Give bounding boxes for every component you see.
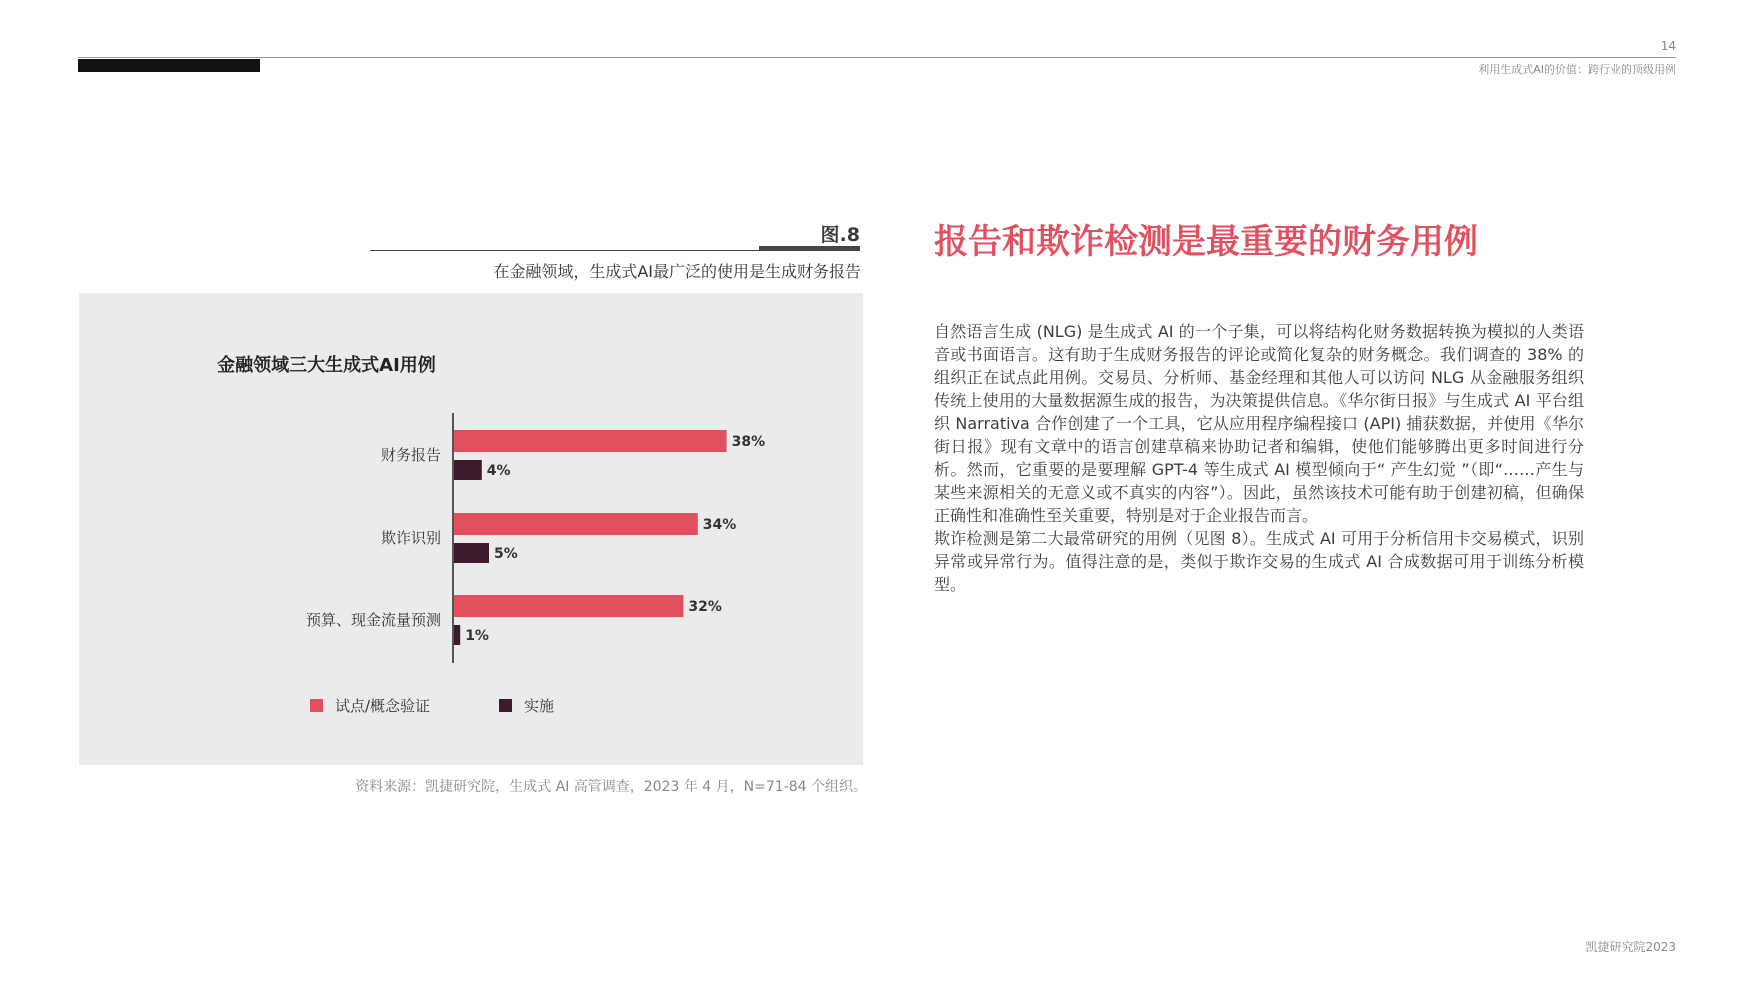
bar-implemented <box>453 625 460 645</box>
bar-implemented <box>453 543 489 563</box>
chart-panel <box>79 293 863 765</box>
page-number: 14 <box>1660 39 1676 53</box>
article-body <box>934 320 1584 596</box>
data-label: 4% <box>486 463 511 479</box>
header-rule <box>78 57 1676 58</box>
legend-label: 试点/概念验证 <box>335 697 431 715</box>
running-title: 利用生成式AI的价值：跨行业的顶级用例 <box>1478 63 1676 76</box>
bar-pilot <box>453 513 698 535</box>
legend-label: 实施 <box>524 697 555 715</box>
legend-swatch <box>310 699 323 712</box>
header-accent-bar <box>78 59 260 72</box>
data-label: 1% <box>465 628 489 644</box>
chart-title: 金融领域三大生成式AI用例 <box>217 355 436 376</box>
category-label: 欺诈识别 <box>380 529 441 547</box>
bar-pilot <box>453 595 683 617</box>
figure-rule-accent <box>759 246 860 251</box>
bar-chart <box>79 293 863 765</box>
figure-source: 资料来源：凯捷研究院，生成式 AI 高管调查，2023 年 4 月，N=71-84 个组织。 <box>355 779 867 795</box>
article-paragraph: 欺诈检测是第二大最常研究的用例（见图 8）。生成式 AI 可用于分析信用卡交易模式，识别异常或异常行为。值得注意的是，类似于欺诈交易的生成式 AI 合成数据可用于训练分析模型。 <box>934 529 1584 594</box>
bar-implemented <box>453 460 482 480</box>
figure-label: 图.8 <box>820 224 860 246</box>
article-paragraph: 自然语言生成 (NLG) 是生成式 AI 的一个子集，可以将结构化财务数据转换为模拟的人类语音或书面语言。这有助于生成财务报告的评论或简化复杂的财务概念。我们调查的 38% 的组织正在试点此用例。交易员、分析师、基金经理和其他人可以访问 NLG 从金融服务组织传统上使用的大量数据源生成的报告，为决策提供信息。《华尔街日报》与生成式 AI 平台组织 Narrativa 合作创建了一个工具，它从应用程序编程接口 (API) 捕获数据，并使用《华尔街日报》现有文章中的语言创建草稿来协助记者和编辑，使他们能够腾出更多时间进行分析。然而，它重要的是要理解 GPT-4 等生成式 AI 模型倾向于“ 产生幻觉 ”（即“……产生与某些来源相关的无意义或不真实的内容”）。因此，虽然该技术可能有助于创建初稿，但确保正确性和准确性至关重要，特别是对于企业报告而言。 <box>934 322 1584 525</box>
article-headline: 报告和欺诈检测是最重要的财务用例 <box>934 222 1478 262</box>
bar-pilot <box>453 430 727 452</box>
footer-text: 凯捷研究院2023 <box>1585 940 1676 954</box>
legend-swatch <box>499 699 512 712</box>
data-label: 32% <box>688 599 722 615</box>
data-label: 38% <box>731 434 766 450</box>
category-label: 财务报告 <box>380 446 441 464</box>
data-label: 34% <box>702 517 737 533</box>
figure-caption: 在金融领域，生成式AI最广泛的使用是生成财务报告 <box>493 262 861 281</box>
category-label: 预算、现金流量预测 <box>305 611 441 629</box>
data-label: 5% <box>494 546 518 562</box>
